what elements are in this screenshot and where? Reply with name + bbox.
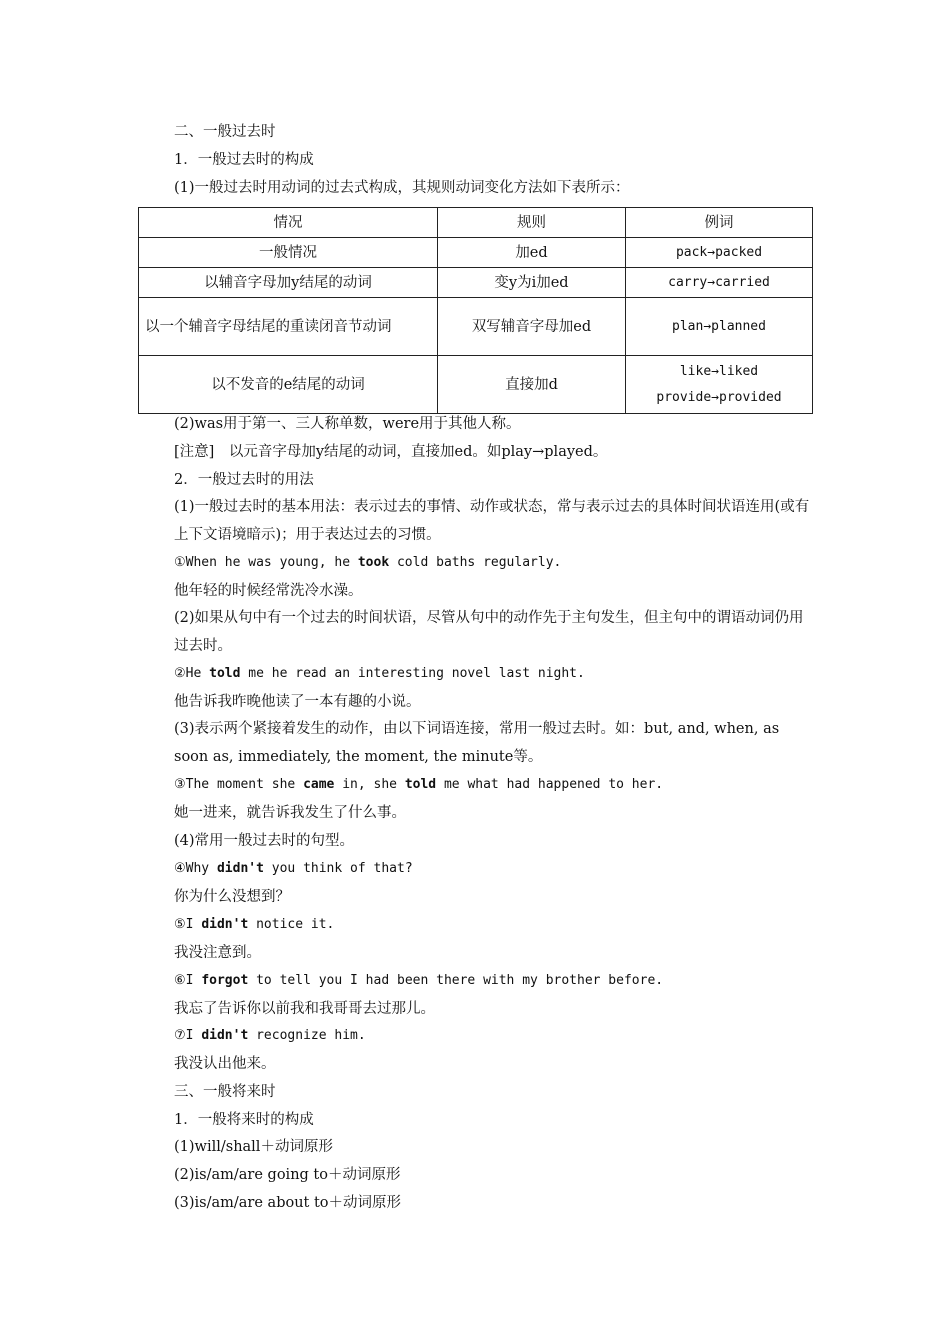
usage-2 — [136, 604, 814, 660]
table-cell-example: pack→packed — [626, 238, 813, 268]
future-form-1: (1)will/shall＋动词原形 — [174, 1139, 333, 1155]
example-word: provide→provided — [656, 389, 782, 405]
example-6 — [174, 971, 663, 991]
example-text: ②He — [174, 666, 210, 681]
table-cell-example: plan→planned — [626, 298, 813, 356]
example-text: you think of that? — [263, 861, 413, 876]
keyword: took — [357, 555, 390, 570]
table-cell-case: 一般情况 — [139, 238, 438, 268]
keyword: didn't — [201, 1028, 249, 1043]
table-header-cell: 规则 — [438, 208, 626, 238]
example-text: ⑥I — [174, 973, 202, 988]
table-cell-rule: 加ed — [438, 238, 626, 268]
example-text: ⑤I — [174, 917, 202, 932]
example-text: ③The moment she — [174, 777, 304, 792]
table-row — [139, 268, 813, 298]
attention-note: [注意] 以元音字母加y结尾的动词，直接加ed。如play→played。 — [174, 444, 608, 460]
example-text: notice it. — [248, 917, 335, 932]
table-cell-case: 以一个辅音字母结尾的重读闭音节动词 — [139, 298, 438, 356]
example-1-translation: 他年轻的时候经常洗冷水澡。 — [174, 583, 363, 599]
usage-1-text: (1)一般过去时的基本用法：表示过去的事情、动作或状态，常与表示过去的具体时间状语连用(或有上下文语境暗示)；用于表达过去的习惯。 — [174, 499, 810, 543]
table-cell-case: 以辅音字母加y结尾的动词 — [139, 268, 438, 298]
example-word: like→liked — [679, 363, 759, 379]
example-7 — [174, 1026, 366, 1046]
example-1 — [174, 553, 561, 573]
table-header-cell: 情况 — [139, 208, 438, 238]
past-form-intro: (1)一般过去时用动词的过去式构成，其规则动词变化方法如下表所示： — [174, 180, 630, 196]
example-6-translation: 我忘了告诉你以前我和我哥哥去过那儿。 — [174, 1001, 435, 1017]
table-header-cell: 例词 — [626, 208, 813, 238]
example-text: me what had happened to her. — [436, 777, 664, 792]
example-4 — [174, 859, 413, 879]
example-3-translation: 她一进来，就告诉我发生了什么事。 — [174, 805, 406, 821]
keyword: told — [209, 666, 241, 681]
usage-1 — [136, 493, 814, 549]
keyword: forgot — [201, 973, 249, 988]
future-form-2: (2)is/am/are going to＋动词原形 — [174, 1167, 401, 1183]
example-text: ⑦I — [174, 1028, 202, 1043]
example-text: in, she — [334, 777, 405, 792]
table-cell-example: carry→carried — [626, 268, 813, 298]
keyword: told — [404, 777, 437, 792]
keyword: didn't — [201, 917, 249, 932]
table-cell-example — [626, 356, 813, 414]
keyword: didn't — [216, 861, 264, 876]
example-3 — [174, 775, 663, 795]
usage-3 — [136, 715, 814, 771]
keyword: came — [303, 777, 335, 792]
example-text: to tell you I had been there with my brother before. — [248, 973, 664, 988]
table-header-row — [139, 208, 813, 238]
example-text: ④Why — [174, 861, 217, 876]
example-2 — [174, 664, 585, 684]
example-text: cold baths regularly. — [389, 555, 562, 570]
subheading-past-form: 1．一般过去时的构成 — [174, 152, 314, 168]
section-heading-future: 三、一般将来时 — [174, 1084, 276, 1100]
table-row — [139, 238, 813, 268]
subheading-past-usage: 2．一般过去时的用法 — [174, 472, 314, 488]
example-7-translation: 我没认出他来。 — [174, 1056, 276, 1072]
subheading-future-form: 1．一般将来时的构成 — [174, 1112, 314, 1128]
usage-2-text: (2)如果从句中有一个过去的时间状语，尽管从句中的动作先于主句发生，但主句中的谓语动词仍用过去时。 — [174, 610, 804, 654]
verb-rules-table — [138, 207, 813, 414]
table-cell-case: 以不发音的e结尾的动词 — [139, 356, 438, 414]
future-form-3: (3)is/am/are about to＋动词原形 — [174, 1195, 402, 1211]
table-cell-rule: 双写辅音字母加ed — [438, 298, 626, 356]
table-cell-rule: 变y为i加ed — [438, 268, 626, 298]
section-heading-past: 二、一般过去时 — [174, 124, 276, 140]
example-5-translation: 我没注意到。 — [174, 945, 261, 961]
table-row — [139, 298, 813, 356]
table-cell-rule: 直接加d — [438, 356, 626, 414]
example-5 — [174, 915, 334, 935]
example-2-translation: 他告诉我昨晚他读了一本有趣的小说。 — [174, 694, 421, 710]
example-text: ①When he was young, he — [174, 555, 358, 570]
table-row — [139, 356, 813, 414]
usage-3-text: (3)表示两个紧接着发生的动作，由以下词语连接，常用一般过去时。如：but, and, when, as soon as, immediately, the moment, the minute等。 — [174, 721, 780, 765]
example-text: me he read an interesting novel last night. — [240, 666, 585, 681]
was-note: (2)was用于第一、三人称单数，were用于其他人称。 — [174, 416, 521, 432]
example-4-translation: 你为什么没想到？ — [174, 889, 290, 905]
usage-4: (4)常用一般过去时的句型。 — [174, 833, 355, 849]
example-text: recognize him. — [248, 1028, 366, 1043]
